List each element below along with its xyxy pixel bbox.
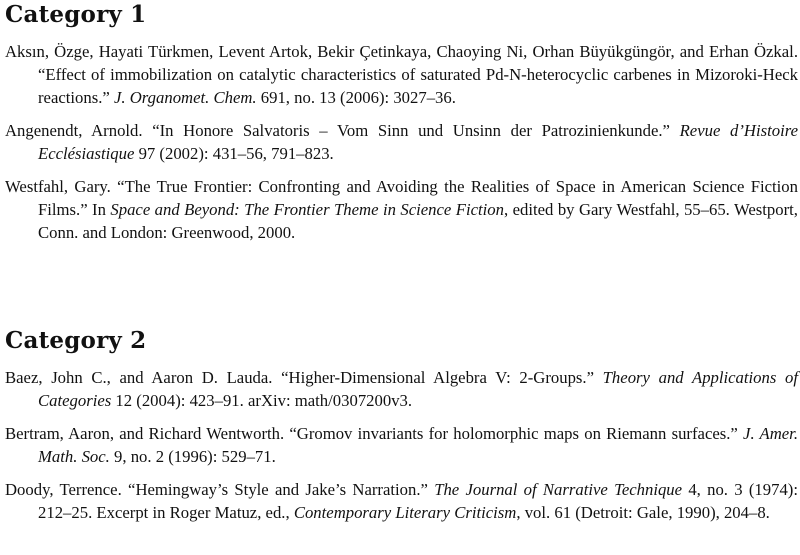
bibliography-entry	[0, 366, 800, 412]
entry-title-italic: Contemporary Literary Criticism	[293, 503, 517, 522]
bibliography-entry	[0, 175, 800, 244]
entry-text: 12 (2004): 423–91. arXiv: math/0307200v3.	[111, 391, 413, 410]
entry-text: Angenendt, Arnold. “In Honore Salvatoris – Vom Sinn und Unsinn der Patrozinienkunde.”	[5, 121, 680, 140]
entry-text: Westfahl, Gary. “The True Frontier: Confronting and Avoiding the Realities of Space in American Science Fiction Films.” In	[5, 177, 798, 219]
entry-text: Bertram, Aaron, and Richard Wentworth. “Gromov invariants for holomorphic maps on Riemann surfaces.”	[5, 424, 744, 443]
entry-title-italic: Space and Beyond: The Frontier Theme in Science Fiction	[110, 200, 504, 219]
entry-title-italic: Revue d’Histoire Ecclésiastique	[38, 121, 798, 163]
entry-text: 4, no. 3 (1974): 212–25. Excerpt in Roger Matuz, ed.,	[38, 480, 798, 522]
entry-text: Aksın, Özge, Hayati Türkmen, Levent Artok, Bekir Çetinkaya, Chaoying Ni, Orhan Büyükgüngör, and Erhan Özkal. “Effect of immobilization on catalytic characteristics of saturated Pd-N-heterocyclic carbenes in Mizoroki-Heck reactions.”	[5, 42, 798, 107]
entry-text: , vol. 61 (Detroit: Gale, 1990), 204–8.	[516, 503, 770, 522]
entry-list	[0, 40, 800, 244]
entry-title-italic: The Journal of Narrative Technique	[434, 480, 683, 499]
entry-title-italic: Theory and Applications of Categories	[38, 368, 798, 410]
entry-text: 9, no. 2 (1996): 529–71.	[109, 447, 276, 466]
entry-text: Baez, John C., and Aaron D. Lauda. “Higher-Dimensional Algebra V: 2-Groups.”	[5, 368, 603, 387]
entry-title-italic: J. Organomet. Chem.	[113, 88, 257, 107]
bibliography-entry	[0, 422, 800, 468]
entry-text: 691, no. 13 (2006): 3027–36.	[256, 88, 456, 107]
entry-text: 97 (2002): 431–56, 791–823.	[134, 144, 334, 163]
entry-list	[0, 366, 800, 524]
entry-text: , edited by Gary Westfahl, 55–65. Westport, Conn. and London: Greenwood, 2000.	[38, 200, 798, 242]
bibliography-section-category-1	[0, 0, 800, 244]
bibliography-entry	[0, 478, 800, 524]
bibliography-entry	[0, 40, 800, 109]
section-heading: Category 1	[5, 1, 147, 28]
entry-title-italic: J. Amer. Math. Soc.	[38, 424, 799, 466]
section-heading: Category 2	[5, 327, 147, 354]
entry-text: Doody, Terrence. “Hemingway’s Style and Jake’s Narration.”	[5, 480, 435, 499]
bibliography-section-category-2	[0, 326, 800, 524]
bibliography-entry	[0, 119, 800, 165]
